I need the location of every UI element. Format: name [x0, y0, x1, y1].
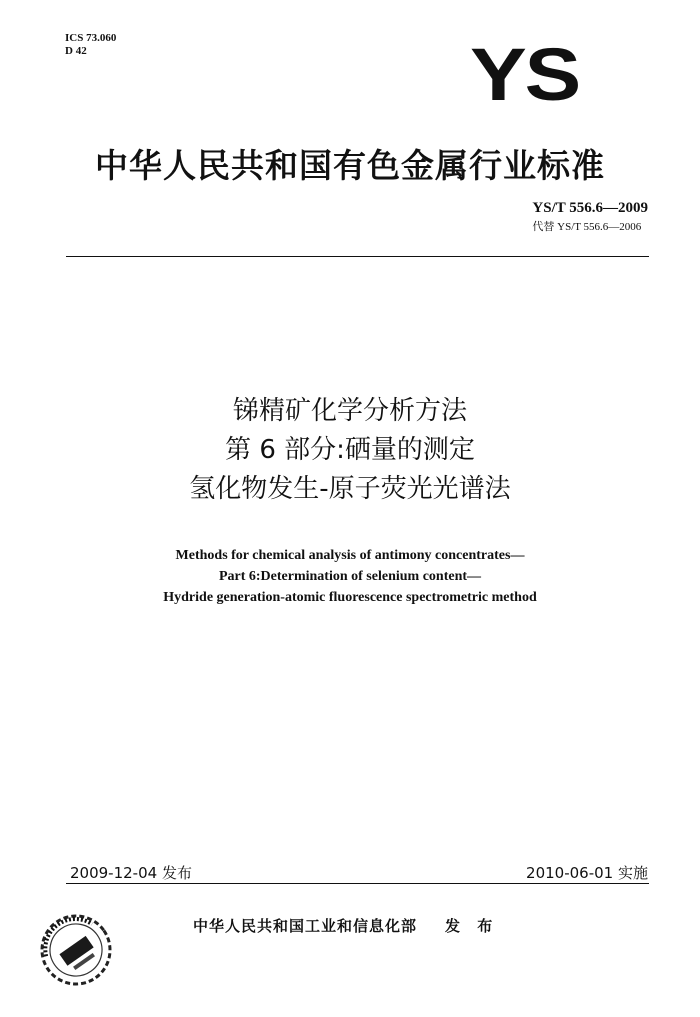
seal-stamp-icon — [34, 908, 118, 992]
ccs-code: D 42 — [65, 45, 87, 57]
chinese-title — [0, 392, 700, 509]
standard-number: YS/T 556.6—2009 — [532, 200, 648, 216]
header-divider — [66, 256, 649, 257]
publish-action: 发 布 — [445, 917, 499, 935]
cn-title-line-1: 锑精矿化学分析方法 — [232, 396, 467, 426]
replaces-note: 代替 YS/T 556.6—2006 — [532, 221, 642, 233]
implementation-date: 2010-06-01 实施 — [526, 864, 648, 882]
en-title-line-1: Methods for chemical analysis of antimony concentrates— — [175, 548, 525, 563]
cn-title-line-2: 第 6 部分:硒量的测定 — [225, 435, 475, 465]
publisher-line — [193, 915, 498, 936]
standard-number-block — [532, 200, 648, 234]
footer-divider — [66, 883, 649, 884]
classification-codes — [65, 32, 116, 58]
ys-logo: YS — [470, 33, 579, 116]
en-title-line-3: Hydride generation-atomic fluorescence spectrometric method — [163, 590, 537, 605]
ics-code: ICS 73.060 — [65, 32, 117, 44]
en-title-line-2: Part 6:Determination of selenium content— — [218, 569, 482, 584]
publisher-name: 中华人民共和国工业和信息化部 — [193, 917, 418, 935]
cn-title-line-3: 氢化物发生-原子荧光光谱法 — [189, 474, 511, 504]
english-title — [0, 545, 700, 608]
standard-title: 中华人民共和国有色金属行业标准 — [95, 146, 605, 185]
issue-date: 2009-12-04 发布 — [70, 864, 192, 882]
